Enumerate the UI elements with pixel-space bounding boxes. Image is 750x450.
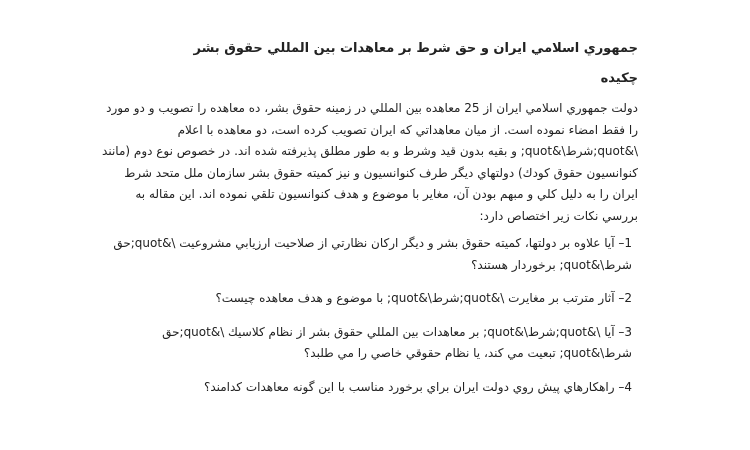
question-item: 4– راهكارهاي پيش روي دولت ايران براي برخورد مناسب با اين گونه معاهدات كدامند؟ — [203, 379, 632, 394]
document-content — [0, 38, 638, 410]
question-item: 1– آيا علاوه بر دولتها، كميته حقوق بشر و ديگر اركان نظارتي از صلاحيت ارزيابي مشروعيت \&quot;حق شرط\&quot; برخوردار هستند؟ — [113, 236, 632, 272]
abstract-heading: چكيده — [600, 71, 638, 86]
question-item: 2– آثار مترتب بر مغايرت \&quot;شرط\&quot; با موضوع و هدف معاهده چيست؟ — [215, 291, 632, 305]
document-title: جمهوري اسلامي ايران و حق شرط بر معاهدات بين المللي حقوق بشر — [193, 41, 638, 56]
question-item: 3– آيا \&quot;شرط\&quot; بر معاهدات بين المللي حقوق بشر از نظام كلاسيك \&quot;حق شرط\&quot; تبعيت مي كند، يا نظام حقوقي خاصي را مي طلبد؟ — [162, 324, 632, 360]
questions-list — [0, 233, 638, 398]
abstract-paragraph: دولت جمهوري اسلامي ايران از 25 معاهده بين المللي در زمينه حقوق بشر، ده معاهده را تصويب و دو مورد را فقط امضاء نموده است. از ميان معاهداتي كه ايران تصويب كرده است، دو معاهده با اعلام \&quot;شرط\&quot; و بقيه بدون قيد وشرط و به طور مطلق پذيرفته شده اند. در خصوص نوع دوم (مانند كنوانسيون حقوق كودك) دولتهاي ديگر طرف كنوانسيون و نيز كميته حقوق بشر سازمان ملل متحد شرط ايران را به دليل كلي و مبهم بودن آن، مغاير با موضوع و هدف كنوانسيون تلقي نموده اند. اين مقاله به بررسي نكات زير اختصاص دارد: — [102, 101, 638, 223]
